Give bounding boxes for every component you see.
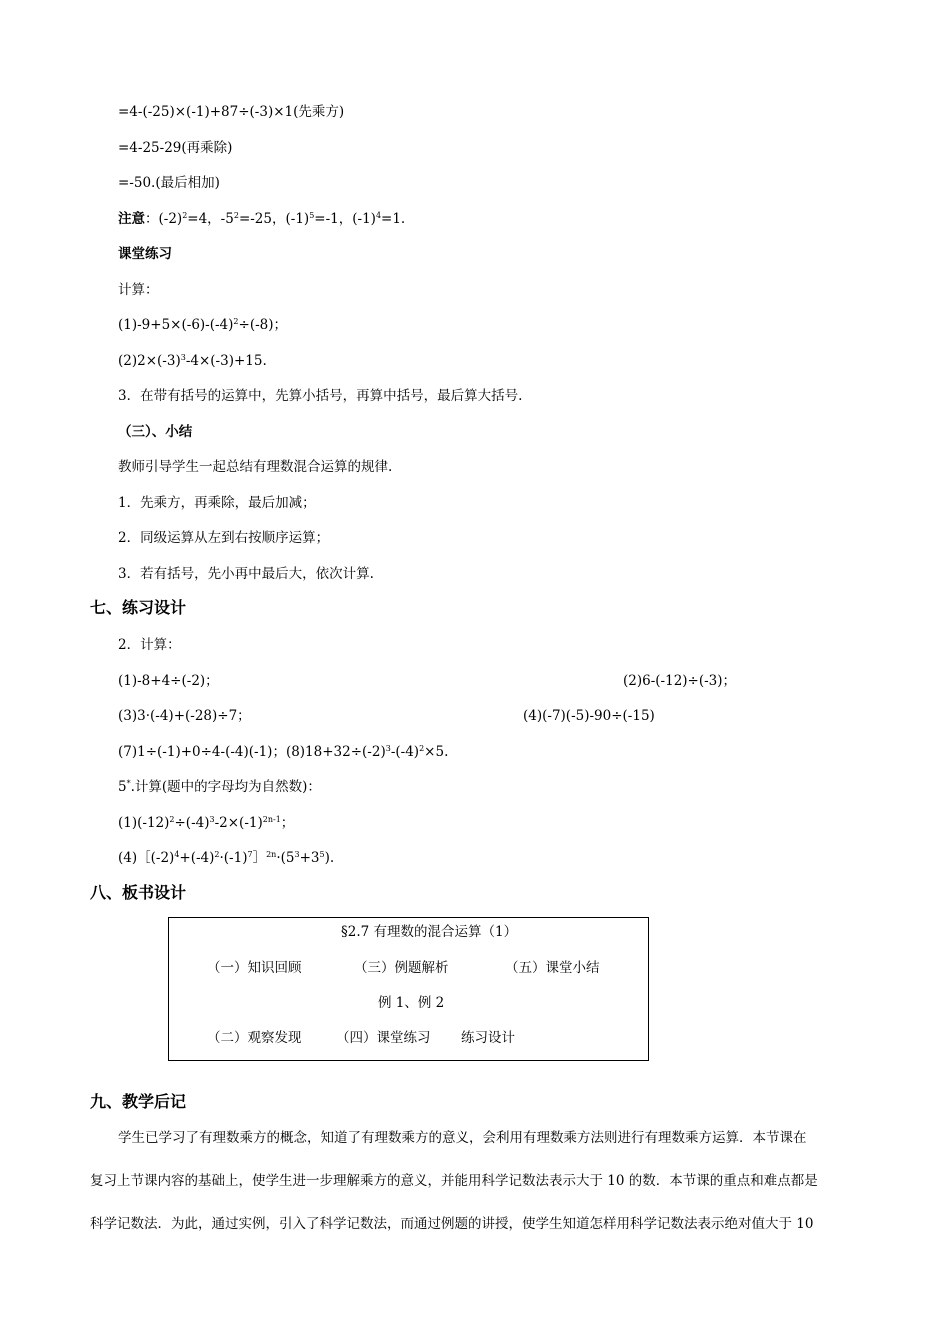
exercise-q7-q8: (7)1÷(-1)+0÷4-(-4)(-1)；$(8)18+32\div(-2)^3-(-4)^2\times 5$. bbox=[118, 744, 449, 760]
practice-title: 课堂练习 bbox=[118, 246, 172, 262]
board-design-box bbox=[168, 917, 649, 1061]
step-line-2: =4-25-29(再乘除) bbox=[118, 140, 233, 156]
board-cell-exercise: 练习设计 bbox=[461, 1030, 515, 1046]
exercise-5-label: 5*.计算(题中的字母均为自然数)： bbox=[118, 779, 321, 795]
summary-item-1: 1．先乘方，再乘除，最后加减； bbox=[118, 495, 316, 511]
exercise-q2: (2)6-(-12)÷(-3)； bbox=[623, 673, 737, 689]
afterword-line-3: 科学记数法．为此，通过实例，引入了科学记数法，而通过例题的讲授，使学生知道怎样用科学记数法表示绝对值大于 10 bbox=[90, 1216, 814, 1232]
exercise-r4: $(4)[(-2)^4+(-4)^2\cdot(-1)^7]^{2n}\cdot(5^3+3^5)$. bbox=[118, 850, 335, 866]
board-title: §2.7 有理数的混合运算（1） bbox=[341, 924, 518, 940]
section-seven-heading: 七、练习设计 bbox=[90, 598, 187, 617]
calc-label: 计算： bbox=[118, 282, 159, 298]
rule-3: 3．在带有括号的运算中，先算小括号，再算中括号，最后算大括号. bbox=[118, 388, 523, 404]
board-examples-list: 例 1、例 2 bbox=[378, 995, 445, 1011]
note-line: 注意：$(-2)^2=4$，$-5^2=-25$，$(-1)^5=-1$，$(-1)^4=1$. bbox=[118, 211, 406, 227]
board-cell-observe: （二）观察发现 bbox=[207, 1030, 302, 1046]
afterword-line-1: 学生已学习了有理数乘方的概念，知道了有理数乘方的意义，会利用有理数乘方法则进行有理数乘方运算．本节课在 bbox=[118, 1130, 807, 1146]
exercise-q3: (3)3·(-4)+(-28)÷7； bbox=[118, 708, 251, 724]
exercise-2-label: 2．计算： bbox=[118, 637, 181, 653]
section-eight-heading: 八、板书设计 bbox=[90, 883, 187, 902]
board-cell-summary: （五）课堂小结 bbox=[505, 960, 600, 976]
exercise-r1: $(1)(-12)^2\div(-4)^3-2\times(-1)^{2n-1}$； bbox=[118, 815, 295, 831]
summary-item-2: 2．同级运算从左到右按顺序运算； bbox=[118, 530, 330, 546]
practice-item-1: $(1)-9+5\times(-6)-(-4)^2\div(-8)$； bbox=[118, 317, 288, 333]
board-cell-examples: （三）例题解析 bbox=[354, 960, 449, 976]
board-cell-practice: （四）课堂练习 bbox=[336, 1030, 431, 1046]
step-line-1: =4-(-25)×(-1)+87÷(-3)×1(先乘方) bbox=[118, 104, 345, 120]
afterword-line-2: 复习上节课内容的基础上，使学生进一步理解乘方的意义，并能用科学记数法表示大于 10 的数．本节课的重点和难点都是 bbox=[90, 1173, 818, 1189]
section-nine-heading: 九、教学后记 bbox=[90, 1092, 187, 1111]
practice-item-2: $(2)2\times(-3)^3-4\times(-3)+15$. bbox=[118, 353, 267, 369]
step-line-3: =-50.(最后相加) bbox=[118, 175, 220, 191]
summary-title: （三）、小结 bbox=[118, 424, 193, 440]
board-cell-review: （一）知识回顾 bbox=[207, 960, 302, 976]
summary-intro: 教师引导学生一起总结有理数混合运算的规律. bbox=[118, 459, 393, 475]
summary-item-3: 3．若有括号，先小再中最后大，依次计算. bbox=[118, 566, 374, 582]
exercise-q4: (4)(-7)(-5)-90÷(-15) bbox=[523, 708, 655, 724]
exercise-q1: (1)-8+4÷(-2)； bbox=[118, 673, 219, 689]
note-label: 注意 bbox=[118, 211, 145, 227]
